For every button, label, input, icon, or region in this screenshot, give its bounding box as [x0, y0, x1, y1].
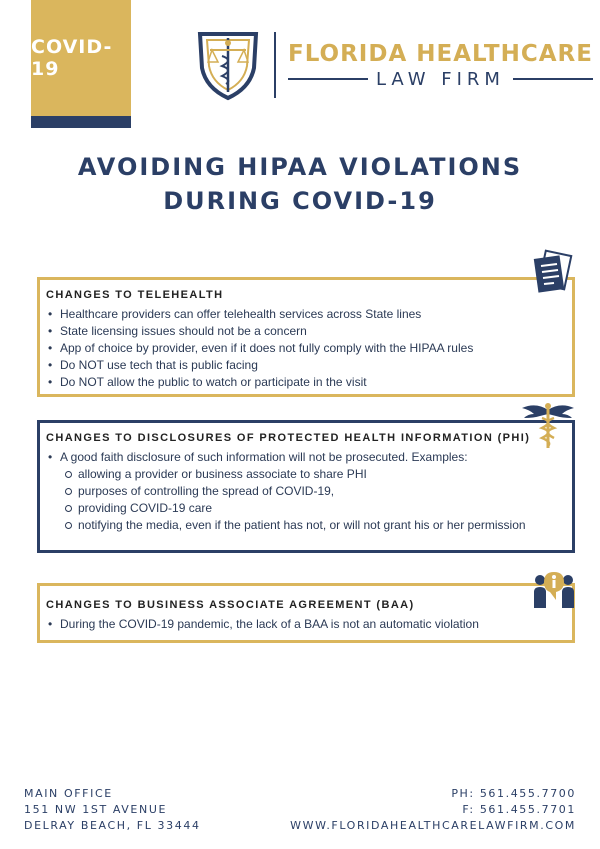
section-list — [46, 449, 566, 534]
section-telehealth — [37, 277, 575, 397]
footer-fax: F: 561.455.7701 — [462, 803, 576, 816]
logo-rule-right — [513, 78, 593, 80]
firm-logo — [192, 28, 593, 102]
logo-line2: LAW FIRM — [375, 68, 505, 90]
ribbon-navy-stripe — [31, 116, 131, 128]
ribbon-label: COVID-19 — [31, 36, 113, 80]
logo-wordmark — [288, 41, 593, 90]
logo-divider — [274, 32, 276, 98]
list-item: • State licensing issues should not be a concern — [46, 323, 566, 340]
list-item: • Do NOT allow the public to watch or participate in the visit — [46, 374, 566, 391]
section-phi-disclosures — [37, 420, 575, 553]
logo-rule-left — [288, 78, 368, 80]
caduceus-icon — [518, 400, 578, 450]
section-heading: CHANGES TO DISCLOSURES OF PROTECTED HEALTH INFORMATION (PHI) — [46, 432, 531, 444]
footer-phone: PH: 561.455.7700 — [451, 787, 576, 800]
sub-list-item: purposes of controlling the spread of COVID-19, — [46, 483, 566, 500]
section-list — [46, 306, 566, 391]
list-item: • App of choice by provider, even if it does not fully comply with the HIPAA rules — [46, 340, 566, 357]
logo-line2-row — [288, 69, 593, 90]
list-item: • Healthcare providers can offer telehealth services across State lines — [46, 306, 566, 323]
list-item: • During the COVID-19 pandemic, the lack of a BAA is not an automatic violation — [46, 616, 566, 633]
footer-contact — [290, 786, 576, 834]
footer-street: 151 NW 1ST AVENUE — [24, 803, 168, 816]
shield-caduceus-icon — [192, 28, 264, 102]
title-line1: AVOIDING HIPAA VIOLATIONS — [77, 153, 523, 181]
document-icon — [532, 249, 576, 297]
section-baa — [37, 583, 575, 643]
footer-city: DELRAY BEACH, FL 33444 — [24, 819, 201, 832]
footer-address — [24, 786, 201, 834]
section-list — [46, 616, 566, 633]
covid-ribbon — [31, 0, 131, 128]
sub-list-item: providing COVID-19 care — [46, 500, 566, 517]
sub-list-item: notifying the media, even if the patient has not, or will not grant his or her permission — [46, 517, 566, 534]
logo-line1: FLORIDA HEALTHCARE — [288, 40, 593, 67]
title-line2: DURING COVID-19 — [163, 187, 437, 215]
page-title — [0, 150, 600, 218]
list-item: • A good faith disclosure of such information will not be prosecuted. Examples: — [46, 449, 566, 466]
footer-website-link[interactable]: WWW.FLORIDAHEALTHCARELAWFIRM.COM — [290, 819, 576, 832]
section-heading: CHANGES TO BUSINESS ASSOCIATE AGREEMENT (BAA) — [46, 599, 415, 611]
ribbon-gold-block — [31, 0, 131, 116]
list-item: • Do NOT use tech that is public facing — [46, 357, 566, 374]
footer-office-label: MAIN OFFICE — [24, 787, 113, 800]
info-people-icon — [532, 568, 576, 612]
section-heading: CHANGES TO TELEHEALTH — [46, 289, 224, 301]
sub-list-item: allowing a provider or business associate to share PHI — [46, 466, 566, 483]
